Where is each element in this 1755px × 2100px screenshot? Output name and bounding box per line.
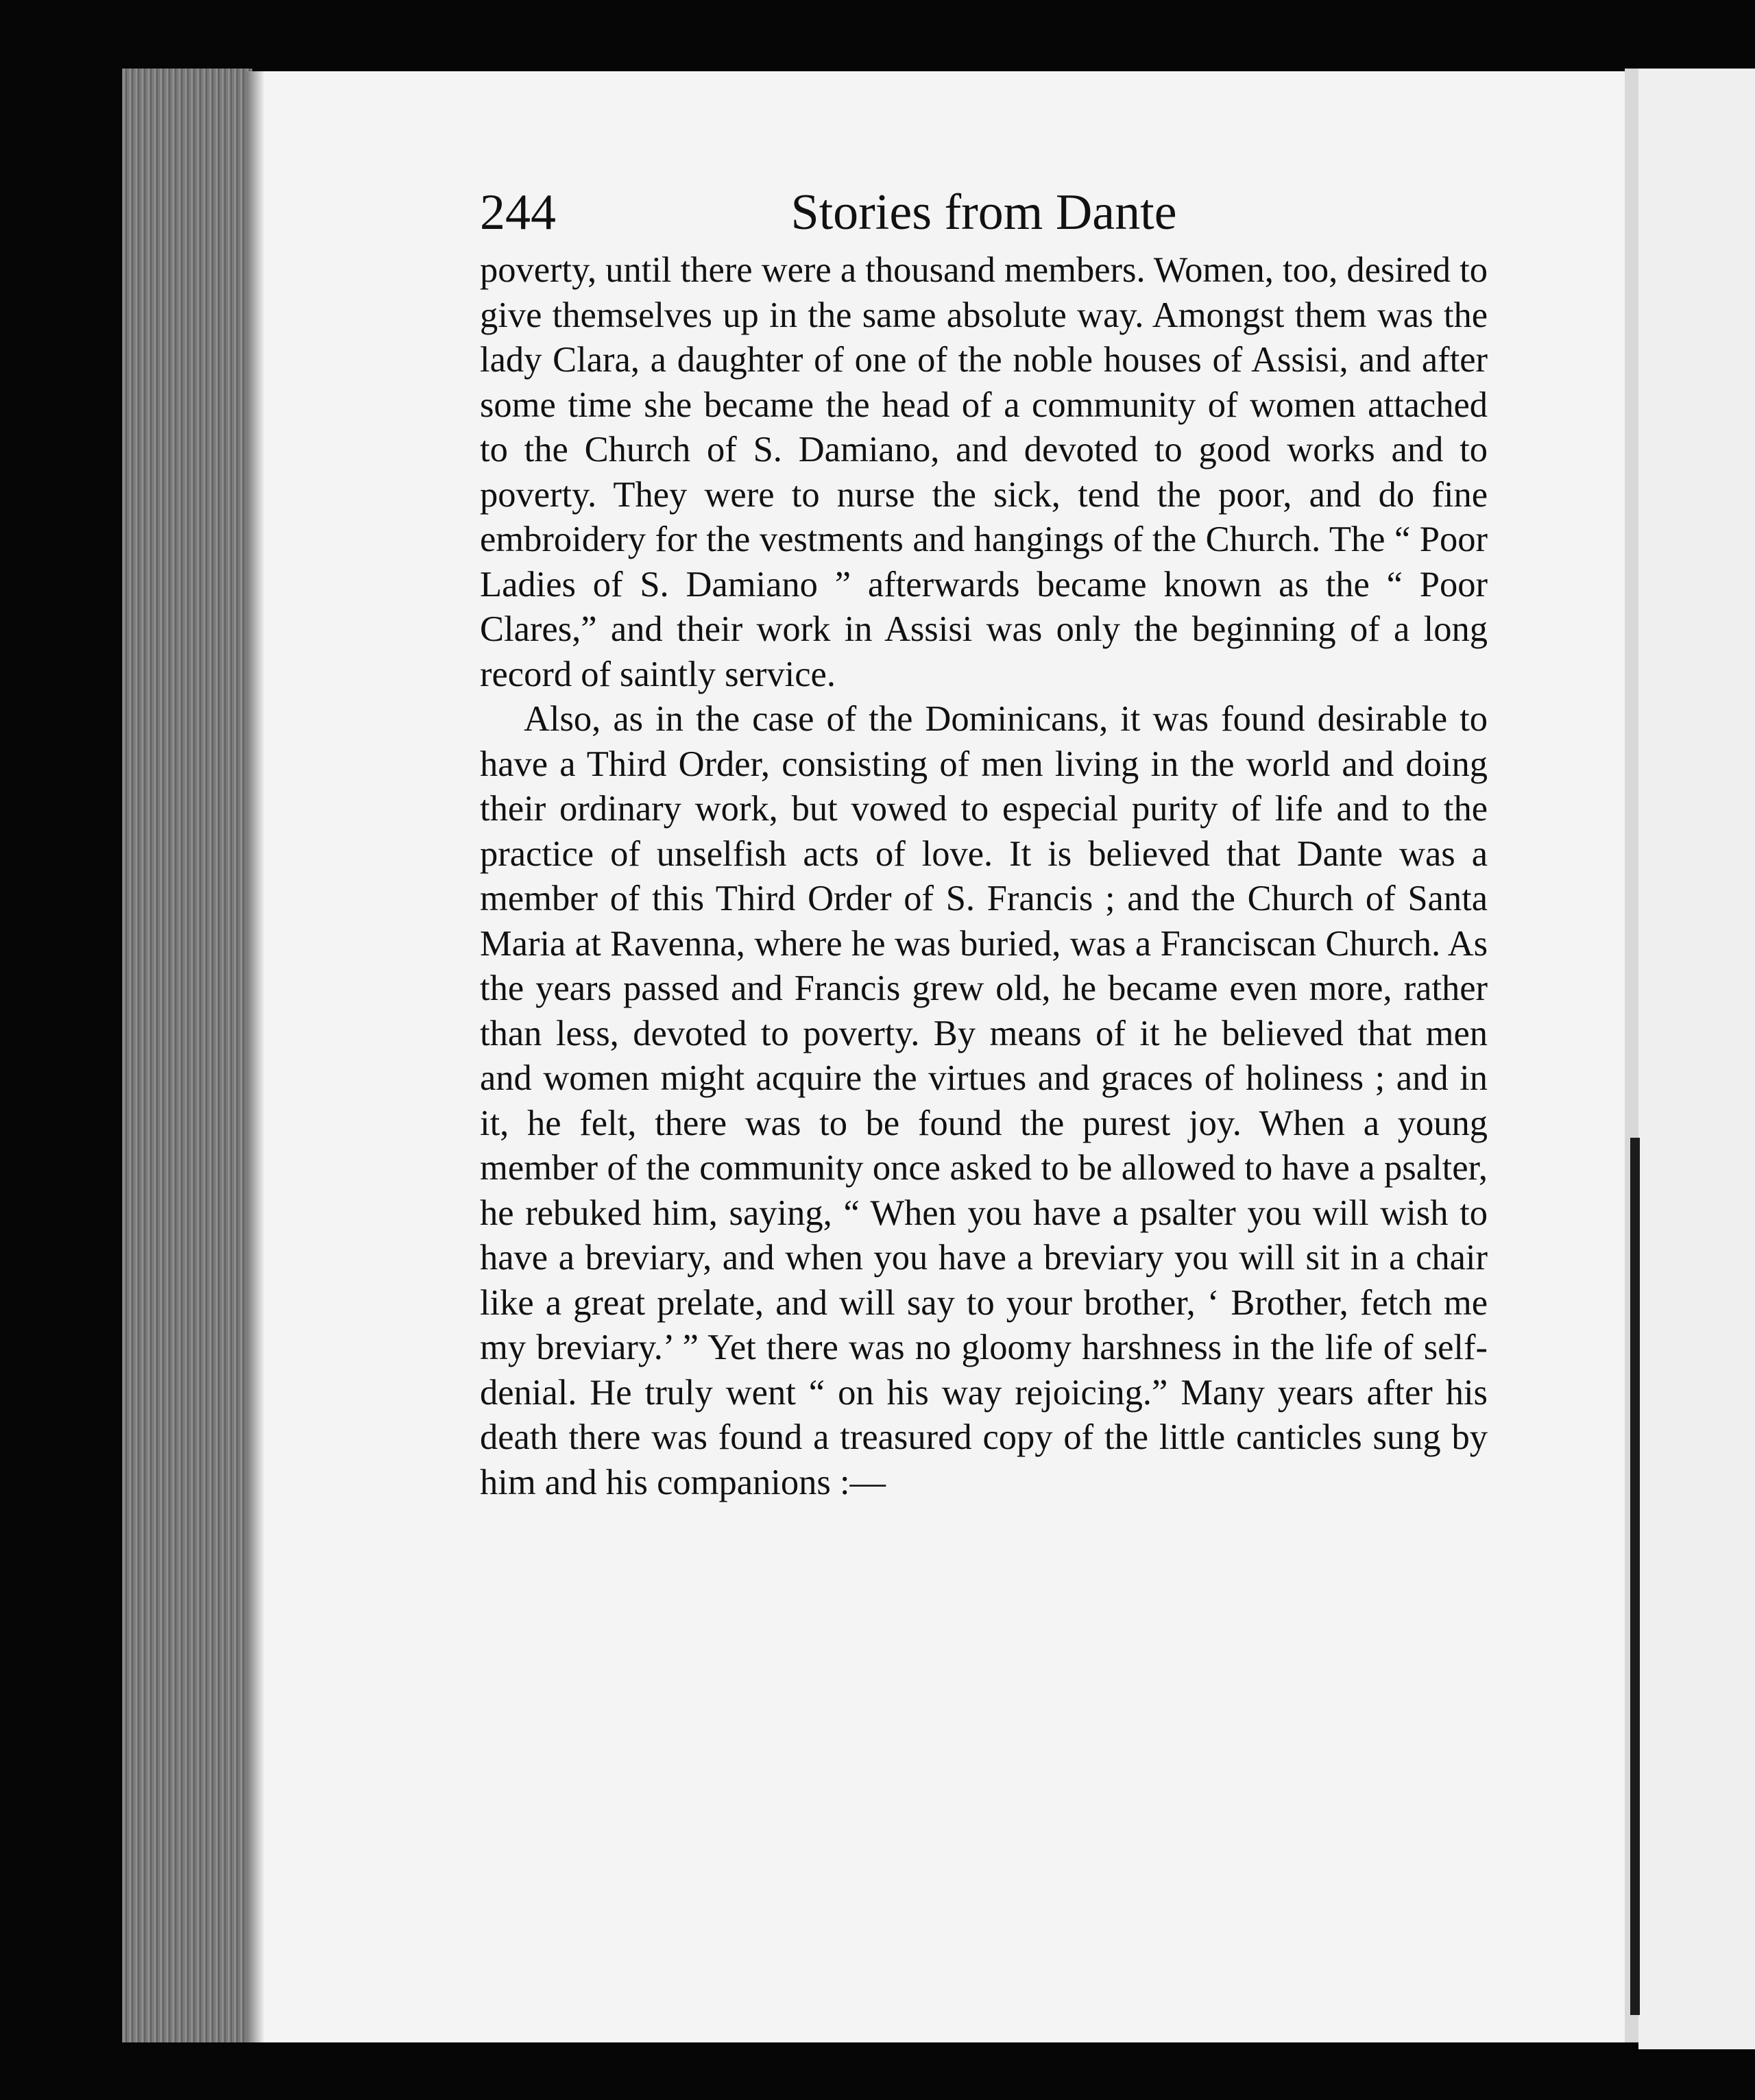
next-page-edge: [1638, 69, 1755, 2049]
page-edges: [122, 69, 252, 2042]
gutter-shadow: [247, 71, 265, 2042]
running-title: Stories from Dante: [790, 184, 1177, 241]
next-page-shadow: [1630, 1138, 1640, 2015]
body-text: [480, 248, 1488, 1505]
page-number: 244: [480, 184, 556, 241]
running-head: [480, 185, 1488, 248]
paragraph-continued: poverty, until there were a thousand members. Women, too, desired to give themselves up in the same absolute way. Amongst them was the lady Clara, a daughter of one of the noble houses of Assisi, and after some time she became the head of a community of women attached to the Church of S. Damiano, and devoted to good works and to poverty. They were to nurse the sick, tend the poor, and do fine embroidery for the vestments and hangings of the Church. The “ Poor Ladies of S. Damiano ” afterwards became known as the “ Poor Clares,” and their work in Assisi was only the beginning of a long record of saintly service.: [480, 250, 1488, 694]
page-content: [480, 185, 1488, 1505]
paragraph: Also, as in the case of the Dominicans, it was found desirable to have a Third Order, consisting of men living in the world and doing their ordinary work, but vowed to especial purity of life and to the practice of unselfish acts of love. It is believed that Dante was a member of this Third Order of S. Francis ; and the Church of Santa Maria at Ravenna, where he was buried, was a Franciscan Church. As the years passed and Francis grew old, he became even more, rather than less, devoted to poverty. By means of it he believed that men and women might acquire the virtues and graces of holiness ; and in it, he felt, there was to be found the purest joy. When a young member of the community once asked to be allowed to have a psalter, he rebuked him, saying, “ When you have a psalter you will wish to have a breviary, and when you have a breviary you will sit in a chair like a great prelate, and will say to your brother, ‘ Brother, fetch me my breviary.’ ” Yet there was no gloomy harshness in the life of self-denial. He truly went “ on his way rejoicing.” Many years after his death there was found a treasured copy of the little canticles sung by him and his companions :—: [480, 699, 1488, 1502]
